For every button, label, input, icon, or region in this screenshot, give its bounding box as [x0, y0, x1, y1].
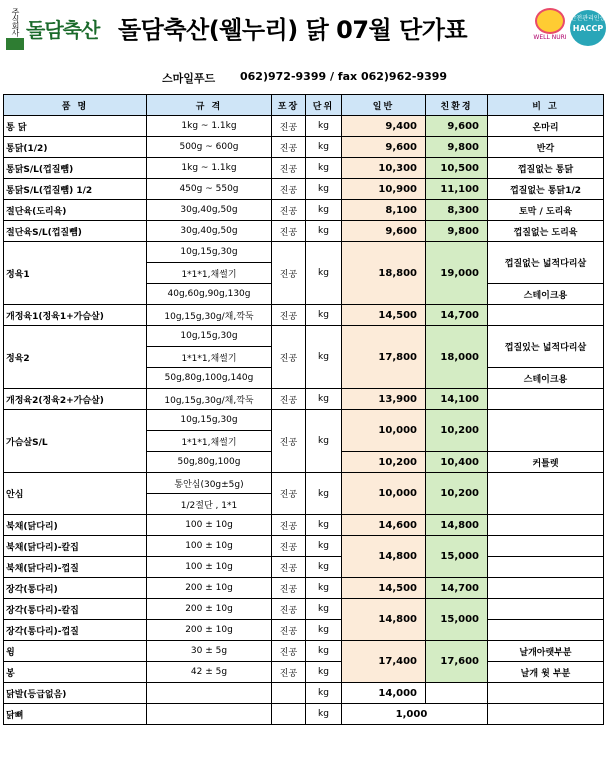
item-price-general: 18,800	[342, 242, 426, 305]
item-note: 껍질없는 통닭	[488, 158, 604, 179]
item-unit: kg	[306, 389, 342, 410]
item-note	[488, 599, 604, 620]
item-unit: kg	[306, 599, 342, 620]
item-price-eco	[426, 683, 488, 704]
item-name: 윙	[4, 641, 147, 662]
item-note: 껍질없는 도리육	[488, 221, 604, 242]
logo-main-text: 돌담축산	[26, 18, 100, 42]
item-unit: kg	[306, 305, 342, 326]
item-price-eco: 9,800	[426, 221, 488, 242]
item-name: 장각(통다리)-칼집	[4, 599, 147, 620]
item-note: 스테이크용	[488, 368, 604, 389]
item-pack: 진공	[272, 158, 306, 179]
header-spec: 규 격	[147, 95, 272, 116]
item-pack: 진공	[272, 641, 306, 662]
item-price-eco: 10,200	[426, 410, 488, 452]
item-name: 정육2	[4, 326, 147, 389]
item-price-eco: 15,000	[426, 536, 488, 578]
item-price-general: 14,500	[342, 578, 426, 599]
logo-mark	[6, 38, 24, 50]
item-unit: kg	[306, 326, 342, 389]
item-spec: 1/2절단 , 1*1	[147, 494, 272, 515]
item-price-general: 9,600	[342, 221, 426, 242]
item-name: 정육1	[4, 242, 147, 305]
item-pack	[272, 704, 306, 725]
item-note	[488, 620, 604, 641]
item-price-eco: 9,600	[426, 116, 488, 137]
item-price-eco: 14,100	[426, 389, 488, 410]
company-logo	[4, 8, 104, 54]
item-spec: 30g,40g,50g	[147, 221, 272, 242]
item-pack: 진공	[272, 473, 306, 515]
item-spec	[147, 704, 272, 725]
item-pack: 진공	[272, 200, 306, 221]
item-price-general: 9,600	[342, 137, 426, 158]
item-price-general: 14,800	[342, 536, 426, 578]
item-note: 날개아랫부분	[488, 641, 604, 662]
item-note	[488, 305, 604, 326]
item-pack: 진공	[272, 557, 306, 578]
table-row	[4, 158, 604, 179]
item-note: 커틀렛	[488, 452, 604, 473]
item-name: 북채(닭다리)-껍질	[4, 557, 147, 578]
item-name: 가슴살S/L	[4, 410, 147, 473]
item-unit: kg	[306, 536, 342, 557]
item-note: 스테이크용	[488, 284, 604, 305]
table-row	[4, 620, 604, 641]
item-price-eco: 18,000	[426, 326, 488, 389]
item-unit: kg	[306, 158, 342, 179]
item-unit: kg	[306, 200, 342, 221]
item-pack: 진공	[272, 305, 306, 326]
item-spec: 40g,60g,90g,130g	[147, 284, 272, 305]
header-general: 일반	[342, 95, 426, 116]
wellnuri-icon	[535, 8, 565, 34]
item-note	[488, 389, 604, 410]
item-price-general: 14,500	[342, 305, 426, 326]
item-price-general: 10,000	[342, 410, 426, 452]
item-spec: 42 ± 5g	[147, 662, 272, 683]
item-spec: 1*1*1,채썰기	[147, 431, 272, 452]
item-price-general: 8,100	[342, 200, 426, 221]
item-spec: 30 ± 5g	[147, 641, 272, 662]
item-unit: kg	[306, 116, 342, 137]
item-note: 반각	[488, 137, 604, 158]
item-price-eco: 14,700	[426, 578, 488, 599]
table-row	[4, 704, 604, 725]
item-pack: 진공	[272, 599, 306, 620]
item-spec: 200 ± 10g	[147, 620, 272, 641]
item-spec: 200 ± 10g	[147, 599, 272, 620]
item-price-general: 13,900	[342, 389, 426, 410]
table-row	[4, 410, 604, 431]
item-price-general: 9,400	[342, 116, 426, 137]
item-pack: 진공	[272, 536, 306, 557]
item-price-general: 10,300	[342, 158, 426, 179]
table-row	[4, 221, 604, 242]
table-row	[4, 599, 604, 620]
contact-line	[0, 64, 611, 88]
item-name: 장각(통다리)-껍질	[4, 620, 147, 641]
item-spec: 1*1*1,채썰기	[147, 347, 272, 368]
item-price-eco: 10,200	[426, 473, 488, 515]
item-unit: kg	[306, 557, 342, 578]
header-pack: 포장	[272, 95, 306, 116]
item-pack: 진공	[272, 515, 306, 536]
table-row	[4, 137, 604, 158]
item-note	[488, 536, 604, 557]
item-pack: 진공	[272, 179, 306, 200]
price-table	[3, 94, 604, 725]
item-unit: kg	[306, 704, 342, 725]
item-name: 통닭S/L(껍질뺌)	[4, 158, 147, 179]
wellnuri-cert-logo	[532, 8, 568, 48]
item-name: 북채(닭다리)	[4, 515, 147, 536]
item-price-general: 14,600	[342, 515, 426, 536]
item-name: 개정육1(정육1+가슴살)	[4, 305, 147, 326]
header-unit: 단위	[306, 95, 342, 116]
item-name: 통 닭	[4, 116, 147, 137]
item-pack: 진공	[272, 116, 306, 137]
item-note: 온마리	[488, 116, 604, 137]
item-spec	[147, 683, 272, 704]
item-pack: 진공	[272, 620, 306, 641]
item-name: 북채(닭다리)-칼집	[4, 536, 147, 557]
item-note: 껍질없는 넓적다리살	[488, 242, 604, 284]
item-price-eco: 15,000	[426, 599, 488, 641]
item-note: 껍질있는 넓적다리살	[488, 326, 604, 368]
item-spec: 30g,40g,50g	[147, 200, 272, 221]
item-note	[488, 473, 604, 515]
item-note: 껍질없는 통닭1/2	[488, 179, 604, 200]
haccp-label: HACCP	[572, 24, 604, 33]
item-price-eco: 14,800	[426, 515, 488, 536]
table-row	[4, 179, 604, 200]
item-spec: 450g ~ 550g	[147, 179, 272, 200]
item-pack: 진공	[272, 662, 306, 683]
item-price-eco: 8,300	[426, 200, 488, 221]
item-name: 통닭S/L(껍질뺌) 1/2	[4, 179, 147, 200]
table-row	[4, 683, 604, 704]
header-eco: 친환경	[426, 95, 488, 116]
item-spec: 1kg ~ 1.1kg	[147, 116, 272, 137]
item-note	[488, 578, 604, 599]
item-spec: 1*1*1,채썰기	[147, 263, 272, 284]
item-name: 절단육S/L(껍질뺌)	[4, 221, 147, 242]
item-unit: kg	[306, 410, 342, 473]
item-price-general: 14,000	[342, 683, 426, 704]
item-pack: 진공	[272, 326, 306, 389]
contact-phone: 062)972-9399 / fax 062)962-9399	[240, 70, 448, 83]
table-row	[4, 578, 604, 599]
item-pack: 진공	[272, 221, 306, 242]
item-price-general: 10,900	[342, 179, 426, 200]
table-row	[4, 641, 604, 662]
item-note	[488, 410, 604, 452]
table-row	[4, 326, 604, 347]
item-unit: kg	[306, 662, 342, 683]
table-row	[4, 473, 604, 494]
item-unit: kg	[306, 137, 342, 158]
table-row	[4, 662, 604, 683]
item-spec: 10g,15g,30g	[147, 410, 272, 431]
item-note: 날개 윗 부분	[488, 662, 604, 683]
item-spec: 1kg ~ 1.1kg	[147, 158, 272, 179]
item-pack: 진공	[272, 389, 306, 410]
item-price-general: 17,800	[342, 326, 426, 389]
table-row	[4, 389, 604, 410]
item-spec: 50g,80g,100g	[147, 452, 272, 473]
table-row	[4, 515, 604, 536]
table-row	[4, 536, 604, 557]
item-unit: kg	[306, 242, 342, 305]
haccp-cert-logo	[570, 10, 606, 46]
item-unit: kg	[306, 578, 342, 599]
item-note	[488, 683, 604, 704]
item-spec: 100 ± 10g	[147, 557, 272, 578]
page-header	[0, 0, 611, 62]
item-spec: 10g,15g,30g/채,깍둑	[147, 389, 272, 410]
item-name: 봉	[4, 662, 147, 683]
item-pack: 진공	[272, 410, 306, 473]
item-pack: 진공	[272, 137, 306, 158]
haccp-top-label: 안전관리인증	[570, 15, 606, 22]
item-spec: 10g,15g,30g	[147, 242, 272, 263]
item-note	[488, 557, 604, 578]
table-header-row	[4, 95, 604, 116]
logo-small-text: 주식회사	[11, 8, 20, 36]
item-unit: kg	[306, 620, 342, 641]
item-price-general: 17,400	[342, 641, 426, 683]
table-row	[4, 557, 604, 578]
item-spec: 50g,80g,100g,140g	[147, 368, 272, 389]
item-unit: kg	[306, 683, 342, 704]
distributor-name: 스마일푸드	[162, 72, 216, 85]
table-row	[4, 242, 604, 263]
item-price-general: 10,000	[342, 473, 426, 515]
item-unit: kg	[306, 515, 342, 536]
header-name: 품 명	[4, 95, 147, 116]
item-price-eco: 14,700	[426, 305, 488, 326]
item-price-general: 14,800	[342, 599, 426, 641]
page-title: 돌담축산(웰누리) 닭 07월 단가표	[118, 16, 468, 44]
item-price-eco: 17,600	[426, 641, 488, 683]
table-row	[4, 116, 604, 137]
item-name: 닭뼈	[4, 704, 147, 725]
item-spec: 500g ~ 600g	[147, 137, 272, 158]
item-unit: kg	[306, 473, 342, 515]
item-name: 안심	[4, 473, 147, 515]
item-spec: 200 ± 10g	[147, 578, 272, 599]
item-note	[488, 704, 604, 725]
table-row	[4, 305, 604, 326]
header-note: 비 고	[488, 95, 604, 116]
item-name: 통닭(1/2)	[4, 137, 147, 158]
item-note	[488, 515, 604, 536]
item-name: 닭발(등급없음)	[4, 683, 147, 704]
item-price-eco: 10,500	[426, 158, 488, 179]
item-price-eco: 19,000	[426, 242, 488, 305]
table-row	[4, 200, 604, 221]
item-price-eco: 9,800	[426, 137, 488, 158]
item-pack: 진공	[272, 242, 306, 305]
item-name: 절단육(도리육)	[4, 200, 147, 221]
item-price-general: 1,000	[342, 704, 488, 725]
item-pack	[272, 683, 306, 704]
item-spec: 100 ± 10g	[147, 536, 272, 557]
item-unit: kg	[306, 179, 342, 200]
item-spec: 10g,15g,30g	[147, 326, 272, 347]
item-name: 개정육2(정육2+가슴살)	[4, 389, 147, 410]
wellnuri-label: WELL NURI	[533, 34, 567, 41]
item-price-eco: 10,400	[426, 452, 488, 473]
item-note: 토막 / 도리육	[488, 200, 604, 221]
item-price-eco: 11,100	[426, 179, 488, 200]
item-spec: 통안심(30g±5g)	[147, 473, 272, 494]
item-price-general: 10,200	[342, 452, 426, 473]
item-unit: kg	[306, 221, 342, 242]
item-pack: 진공	[272, 578, 306, 599]
item-name: 장각(통다리)	[4, 578, 147, 599]
item-spec: 10g,15g,30g/채,깍둑	[147, 305, 272, 326]
item-spec: 100 ± 10g	[147, 515, 272, 536]
item-unit: kg	[306, 641, 342, 662]
